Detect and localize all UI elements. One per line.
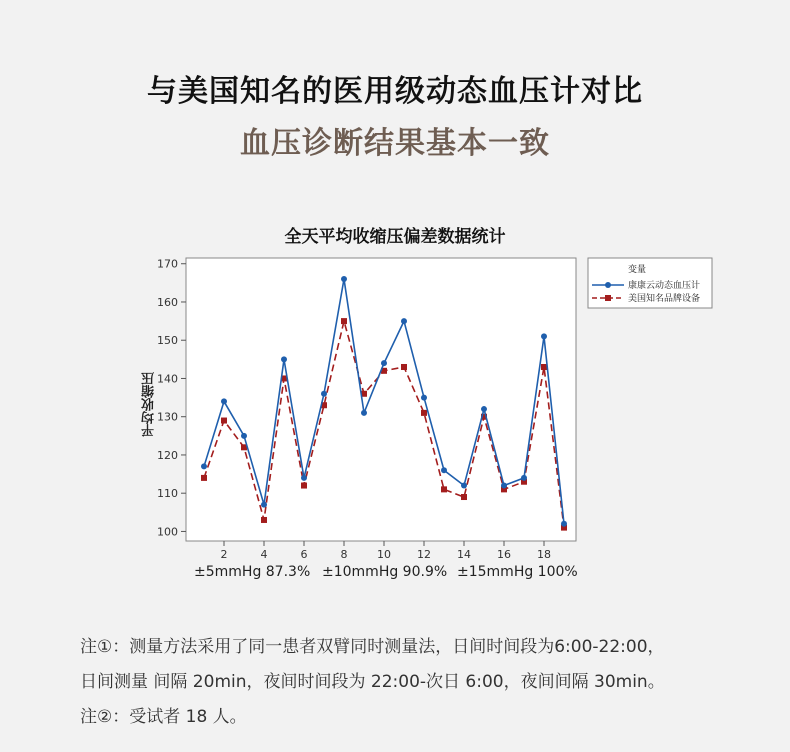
- legend: [588, 258, 712, 308]
- legend-label: 美国知名品牌设备: [628, 294, 701, 304]
- x-tick-label: 12: [417, 548, 431, 561]
- chart-title: 全天平均收缩压偏差数据统计: [284, 227, 506, 247]
- x-tick-label: 8: [340, 548, 348, 561]
- legend-title: 变量: [628, 265, 647, 275]
- plot-area: [186, 258, 576, 541]
- note-interval: 日间测量 间隔 20min，夜间时间段为 22:00-次日 6:00，夜间间隔 30min。: [80, 672, 665, 692]
- data-point: [201, 463, 207, 469]
- y-tick-label: 120: [157, 448, 178, 462]
- data-point: [501, 483, 507, 489]
- data-point: [521, 475, 527, 481]
- data-point: [481, 406, 487, 412]
- data-point: [301, 483, 307, 489]
- stat-5mmhg: ±5mmHg 87.3%: [194, 564, 311, 580]
- data-point: [401, 364, 407, 370]
- y-axis-label: 平均收缩压: [142, 372, 157, 437]
- data-point: [241, 433, 247, 439]
- headline: 与美国知名的医用级动态血压计对比: [147, 74, 643, 109]
- y-tick-label: 140: [157, 372, 178, 386]
- legend-marker: [605, 282, 611, 288]
- x-tick-label: 10: [377, 548, 391, 561]
- stat-10mmhg: ±10mmHg 90.9%: [322, 564, 448, 580]
- x-tick-label: 2: [220, 548, 228, 561]
- data-point: [461, 483, 467, 489]
- data-point: [381, 360, 387, 366]
- subheadline: 血压诊断结果基本一致: [240, 126, 550, 161]
- data-point: [221, 418, 227, 424]
- data-point: [561, 521, 567, 527]
- y-tick-label: 170: [157, 257, 178, 271]
- legend-marker: [605, 295, 611, 301]
- y-tick-label: 160: [157, 295, 178, 309]
- y-tick-label: 150: [157, 334, 178, 348]
- legend-label: 康康云动态血压计: [628, 281, 701, 291]
- data-point: [421, 410, 427, 416]
- data-point: [461, 494, 467, 500]
- x-tick-label: 18: [537, 548, 551, 561]
- data-point: [201, 475, 207, 481]
- y-tick-label: 100: [157, 525, 178, 539]
- data-point: [281, 356, 287, 362]
- x-tick-label: 4: [260, 548, 268, 561]
- stat-15mmhg: ±15mmHg 100%: [457, 564, 578, 580]
- y-tick-label: 130: [157, 410, 178, 424]
- x-tick-label: 14: [457, 548, 471, 561]
- data-point: [301, 475, 307, 481]
- data-point: [441, 467, 447, 473]
- data-point: [341, 276, 347, 282]
- note-method: 注①：测量方法采用了同一患者双臂同时测量法，日间时间段为6:00-22:00，: [80, 637, 665, 657]
- x-tick-label: 6: [300, 548, 308, 561]
- x-tick-label: 16: [497, 548, 511, 561]
- note-subjects: 注②：受试者 18 人。: [80, 707, 247, 727]
- data-point: [261, 517, 267, 523]
- data-point: [261, 502, 267, 508]
- y-tick-label: 110: [157, 487, 178, 501]
- data-point: [541, 333, 547, 339]
- data-point: [401, 318, 407, 324]
- data-point: [361, 410, 367, 416]
- data-point: [421, 395, 427, 401]
- data-point: [541, 364, 547, 370]
- data-point: [441, 486, 447, 492]
- data-point: [341, 318, 347, 324]
- data-point: [321, 391, 327, 397]
- data-point: [221, 398, 227, 404]
